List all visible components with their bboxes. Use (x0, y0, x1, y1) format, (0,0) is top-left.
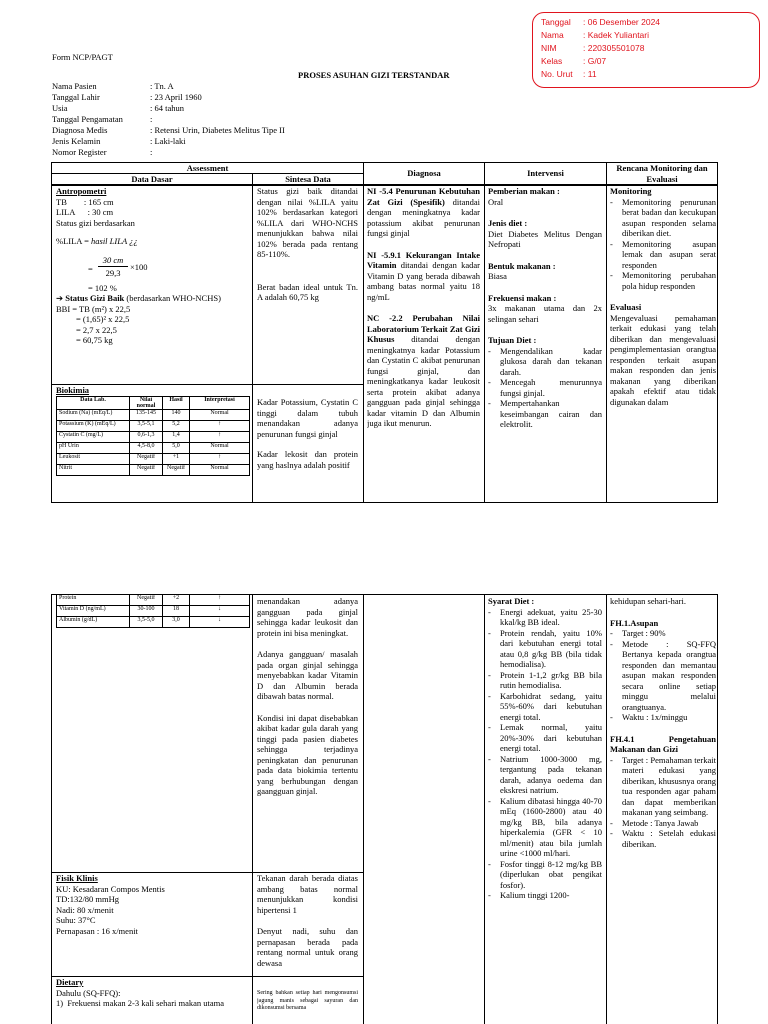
info-kelas: Kelas : G/07 (541, 56, 607, 66)
sintesa-fisik: Tekanan darah berada diatas ambang batas normal menunjukkan kondisi hipertensi 1 Denyut nadi, suhu dan pernapasan berada pada rentang normal untuk orang dewasa (257, 873, 358, 968)
header-data-dasar: Data Dasar (131, 174, 173, 184)
fh4-list (610, 755, 716, 850)
list-item: - Target : Pemahaman terkait materi edukasi yang diberikan, khususnya orang tua responden agar paham dan dapat memberikan makanan yang seimbang. (610, 755, 716, 818)
fisik-klinis-cell: Fisik Klinis KU: Kesadaran Compos Mentis TD:132/80 mmHg Nadi: 80 x/menit Suhu: 37°C Pernapasan : 16 x/menit (56, 873, 250, 973)
status-gizi-baik: ➔ Status Gizi Baik (berdasarkan WHO-NCHS) (56, 293, 221, 303)
biokimia-cont (56, 594, 250, 628)
lila-formula: %LILA = hasil LILA ¿¿ (56, 236, 138, 246)
list-item: - Fosfor tinggi 8-12 mg/kg BB (diperlukan obat pengikat fosfor). (488, 859, 602, 891)
info-tanggal: Tanggal : 06 Desember 2024 (541, 17, 661, 27)
syarat-list (488, 607, 602, 901)
list-item: - Memonitoring asupan lemak dan asupan serat responden (610, 239, 716, 271)
arrow-right-icon: ➔ (56, 293, 64, 303)
list-item: - Target : 90% (610, 628, 716, 639)
bbi-line: = (1,65)² x 22,5 (76, 314, 130, 324)
list-item: - Kalium dibatasi hingga 40-70 mEq (1600-2800) atau 40 mg/kg BB, bila adanya hiperkalemia (GFR < 10 ml/menit) atau bila jumlah urine <1000 ml/hari. (488, 796, 602, 859)
list-item: - Lemak normal, yaitu 20%-30% dari kebutuhan energi total. (488, 722, 602, 754)
lab-header-row: Data Lab. Nilai normal Hasil Interpretasi (57, 396, 250, 409)
diagnosa-item: NC -2.2 Perubahan Nilai Laboratorium Terkait Zat Gizi Khusus ditandai dengan meningkatnya kadar Potassium dan Cystatin C akibat penurunan fungsi ginjal, dan meningkatkanya kadar leukosit serta protein akibat adanya gangguan pada ginjal sehingga kadar vitamin D dan Albumin juga ikut menurun. (367, 313, 480, 428)
list-item: - Kalium tinggi 1200- (488, 890, 602, 901)
patient-row: Nama Pasien : Tn. A (52, 81, 174, 91)
dietary-cell: Dietary Dahulu (SQ-FFQ): 1) Frekuensi makan 2-3 kali sehari makan utama (56, 977, 250, 1024)
sintesa-biokimia: Kadar Potassium, Cystatin C tinggi dalam tubuh menandakan adanya penurunan fungsi ginjal Kadar lekosit dan protein yang haslnya adalah positif (257, 397, 358, 470)
bbi-line: = 60,75 kg (76, 335, 113, 345)
header-assessment: Assessment (186, 163, 229, 173)
table-row: Potassium (K) (mEq/L) 3,5-5,1 5,2 ↑ (57, 420, 250, 431)
patient-info (52, 81, 452, 158)
antropometri-title: Antropometri (56, 186, 107, 196)
table-border (51, 594, 52, 1024)
lab-table (56, 396, 250, 476)
info-nama: Nama : Kadek Yuliantari (541, 30, 649, 40)
table-row: Nitrit Negatif Negatif Normal (57, 464, 250, 475)
table-border (484, 162, 485, 503)
table-row: Sodium (Na) (mEq/L) 135-145 140 Normal (57, 409, 250, 420)
fh1-list (610, 628, 716, 723)
list-item: - Mencegah menurunnya fungsi ginjal. (488, 377, 602, 398)
lab-table-cont (56, 594, 250, 628)
list-item: - Memonitoring perubahan pola hidup responden (610, 270, 716, 291)
diagnosa-cell (367, 186, 480, 501)
list-item: - Energi adekuat, yaitu 25-30 kkal/kg BB ideal. (488, 607, 602, 628)
intervensi-cell: Pemberian makan : Oral Jenis diet : Diet Diabetes Melitus Dengan Nefropati Bentuk makanan : Biasa Frekuensi makan : 3x makanan utama dan 2x selingan sehari Tujuan Diet : - Mengendalikan kadar glukosa darah dan tekanan darah. - Mencegah menurunnya fungsi ginjal. - Mempertahankan keseimbangan cairan dan elektrolit. (488, 186, 602, 501)
table-border (717, 594, 718, 1024)
syarat-diet-cell: Syarat Diet : - Energi adekuat, yaitu 25-30 kkal/kg BB ideal. - Protein rendah, yaitu 10% dari kebutuhan energi total atau 0,8 g/kg BB (bila tidak hemodialisa). - Protein 1-1,2 gr/kg BB bila rutin hemodialisa. - Karbohidrat sedang, yaitu 55%-60% dari kebutuhan energi total. - Lemak normal, yaitu 20%-30% dari kebutuhan energi total. - Natrium 1000-3000 mg, tergantung pada tekanan darah, adanya oedema dan ekskresi natrium. - Kalium dibatasi hingga 40-70 mEq (1600-2800) atau 40 mg/kg BB, bila adanya hiperkalemia (GFR < 10 ml/menit) atau bila jumlah urine <1000 ml/hari. - Fosfor tinggi 8-12 mg/kg BB (diperlukan obat pengikat fosfor). - Kalium tinggi 1200- (488, 596, 602, 1024)
diagnosa-item: NI -5.9.1 Kekurangan Intake Vitamin ditandai dengan kadar Vitamin D yang berada dibawah ambang batas normal yaitu 18 ng/mL (367, 249, 480, 302)
table-border (363, 162, 364, 503)
list-item: - Mempertahankan keseimbangan cairan dan elektrolit. (488, 398, 602, 430)
patient-row: Nomor Register : (52, 147, 153, 157)
monitoring-cont-cell: kehidupan sehari-hari. FH.1.Asupan - Target : 90% - Metode : SQ-FFQ Bertanya kepada orangtua responden dan memantau asupan makan responden secara online setiap minggu melalui orangtuanya. - Waktu : 1x/minggu FH.4.1 Pengetahuan Makanan dan Gizi - Target : Pemahaman terkait materi edukasi yang diberikan, khususnya orang tua responden agar paham dan dapat memberikan makanan yang seimbang. - Metode : Tanya Jawab - Waktu : Setelah edukasi diberikan. (610, 596, 716, 1024)
lila-result: = 102 % (88, 282, 117, 293)
patient-row: Tanggal Lahir : 23 April 1960 (52, 92, 202, 102)
info-nim: NIM : 220305501078 (541, 43, 645, 53)
table-row: Vitamin D (ng/mL) 30-100 18 ↓ (57, 606, 250, 617)
table-row: Cystatin C (mg/L) 0,6-1,3 1,4 ↑ (57, 431, 250, 442)
fisik-klinis-title: Fisik Klinis (56, 873, 98, 883)
antropometri-cell (56, 186, 250, 382)
table-border (484, 594, 485, 1024)
sintesa-biokimia-cont: menandakan adanya gangguan pada ginjal sehingga kadar leukosit dan protein ini bisa meningkat. Adanya gangguan/ masalah pada organ ginjal sehingga menyebabkan kadar Vitamin D dan Albumin berada dibawah batas normal. Kondisi ini dapat disebabkan akibat kadar gula darah yang tinggi pada pasien diabetes sehingga terjadinya peningkatan dan penurunan pada data biokimia tertentu yang berhubungan dengan gaangguan ginjal. (257, 596, 358, 796)
monitoring-list (610, 197, 716, 292)
list-item: - Mengendalikan kadar glukosa darah dan tekanan darah. (488, 346, 602, 378)
bbi-line: BBI = TB (m²) x 22,5 (56, 303, 131, 314)
table-border (252, 594, 253, 1024)
table-border (252, 173, 253, 503)
diagnosa-item: NI -5.4 Penurunan Kebutuhan Zat Gizi (Spesifik) ditandai dengan meningkatnya kadar potassium akibat penurunan fungsi ginjal (367, 186, 480, 238)
table-border (363, 594, 364, 1024)
status-based-text: Status gizi berdasarkan (56, 217, 135, 228)
table-border (51, 162, 52, 503)
sintesa-antropometri: Status gizi baik ditandai dengan nilai %LILA yaitu 102% berdasarkan kategori %LILA dari WHO-NCHS menunjukkan bahwa nilai 102% berada pada rentang 85-110%. Berat badan ideal untuk Tn. A adalah 60,75 kg (257, 186, 358, 302)
table-border (51, 502, 718, 503)
lila-fraction: = 30 cm 29,3 ×100 (88, 254, 148, 278)
patient-row: Tanggal Pengamatan : (52, 114, 153, 124)
biokimia-title: Biokimia (56, 385, 90, 395)
bbi-line: = 2,7 x 22,5 (76, 324, 117, 335)
header-diagnosa: Diagnosa (407, 168, 441, 178)
list-item: - Natrium 1000-3000 mg, tergantung pada tekanan darah, adanya oedema dan ekskresi natrium. (488, 754, 602, 796)
list-item: - Waktu : Setelah edukasi diberikan. (610, 828, 716, 849)
list-item: - Protein rendah, yaitu 10% dari kebutuhan energi total atau 0,8 g/kg BB (bila tidak hemodialisa). (488, 628, 602, 670)
tujuan-list (488, 346, 602, 430)
table-border (606, 162, 607, 503)
lila-value: LILA : 30 cm (56, 207, 114, 217)
patient-row: Jenis Kelamin : Laki-laki (52, 136, 186, 146)
list-item: - Memonitoring penurunan berat badan dan kecukupan asupan responden selama diberikan diet. (610, 197, 716, 239)
list-item: - Waktu : 1x/minggu (610, 712, 716, 723)
header-sintesa: Sintesa Data (285, 174, 331, 184)
dietary-title: Dietary (56, 977, 84, 987)
sintesa-dietary: Sering bahkan setiap hari mengonsumsi jagung manis sebagai sayuran dan dikonsumsi bersama (257, 990, 358, 1011)
header-monitoring: Rencana Monitoring dan Evaluasi (616, 163, 708, 184)
table-row: Protein Negatif +2 ↑ (57, 595, 250, 606)
student-info-box (532, 12, 760, 88)
list-item: - Metode : Tanya Jawab (610, 818, 716, 829)
page-title: PROSES ASUHAN GIZI TERSTANDAR (298, 70, 450, 80)
table-border (606, 594, 607, 1024)
patient-row: Diagnosa Medis : Retensi Urin, Diabetes Melitus Tipe II (52, 125, 285, 135)
fraction-bar (98, 266, 128, 267)
monitoring-cell: Monitoring - Memonitoring penurunan berat badan dan kecukupan asupan responden selama diberikan diet. - Memonitoring asupan lemak dan asupan serat responden - Memonitoring perubahan pola hidup responden Evaluasi Mengevaluasi pemahaman terkait edukasi yang telah diberikan dan mengevaluasi pengimplementasian orangtua responden terkait asupan makan responden dan jenis makanan yang diberikan apakah efektif atau tidak digunakan dalam (610, 186, 716, 501)
patient-row: Usia : 64 tahun (52, 103, 184, 113)
table-row: pH Urin 4,5-8,0 5,0 Normal (57, 442, 250, 453)
info-urut: No. Urut : 11 (541, 69, 597, 79)
form-label: Form NCP/PAGT (52, 52, 113, 62)
list-item: - Karbohidrat sedang, yaitu 55%-60% dari kebutuhan energi total. (488, 691, 602, 723)
list-item: - Protein 1-1,2 gr/kg BB bila rutin hemodialisa. (488, 670, 602, 691)
biokimia-cell (56, 385, 250, 501)
table-border (717, 162, 718, 503)
tb-value: TB : 165 cm (56, 196, 114, 207)
table-row: Leukosit Negatif +1 ↑ (57, 453, 250, 464)
header-intervensi: Intervensi (527, 168, 564, 178)
table-row: Albumin (g/dL) 3,5-5,0 3,0 ↓ (57, 617, 250, 628)
list-item: - Metode : SQ-FFQ Bertanya kepada orangtua responden dan memantau asupan makan responden secara online setiap minggu melalui orangtuanya. (610, 639, 716, 713)
